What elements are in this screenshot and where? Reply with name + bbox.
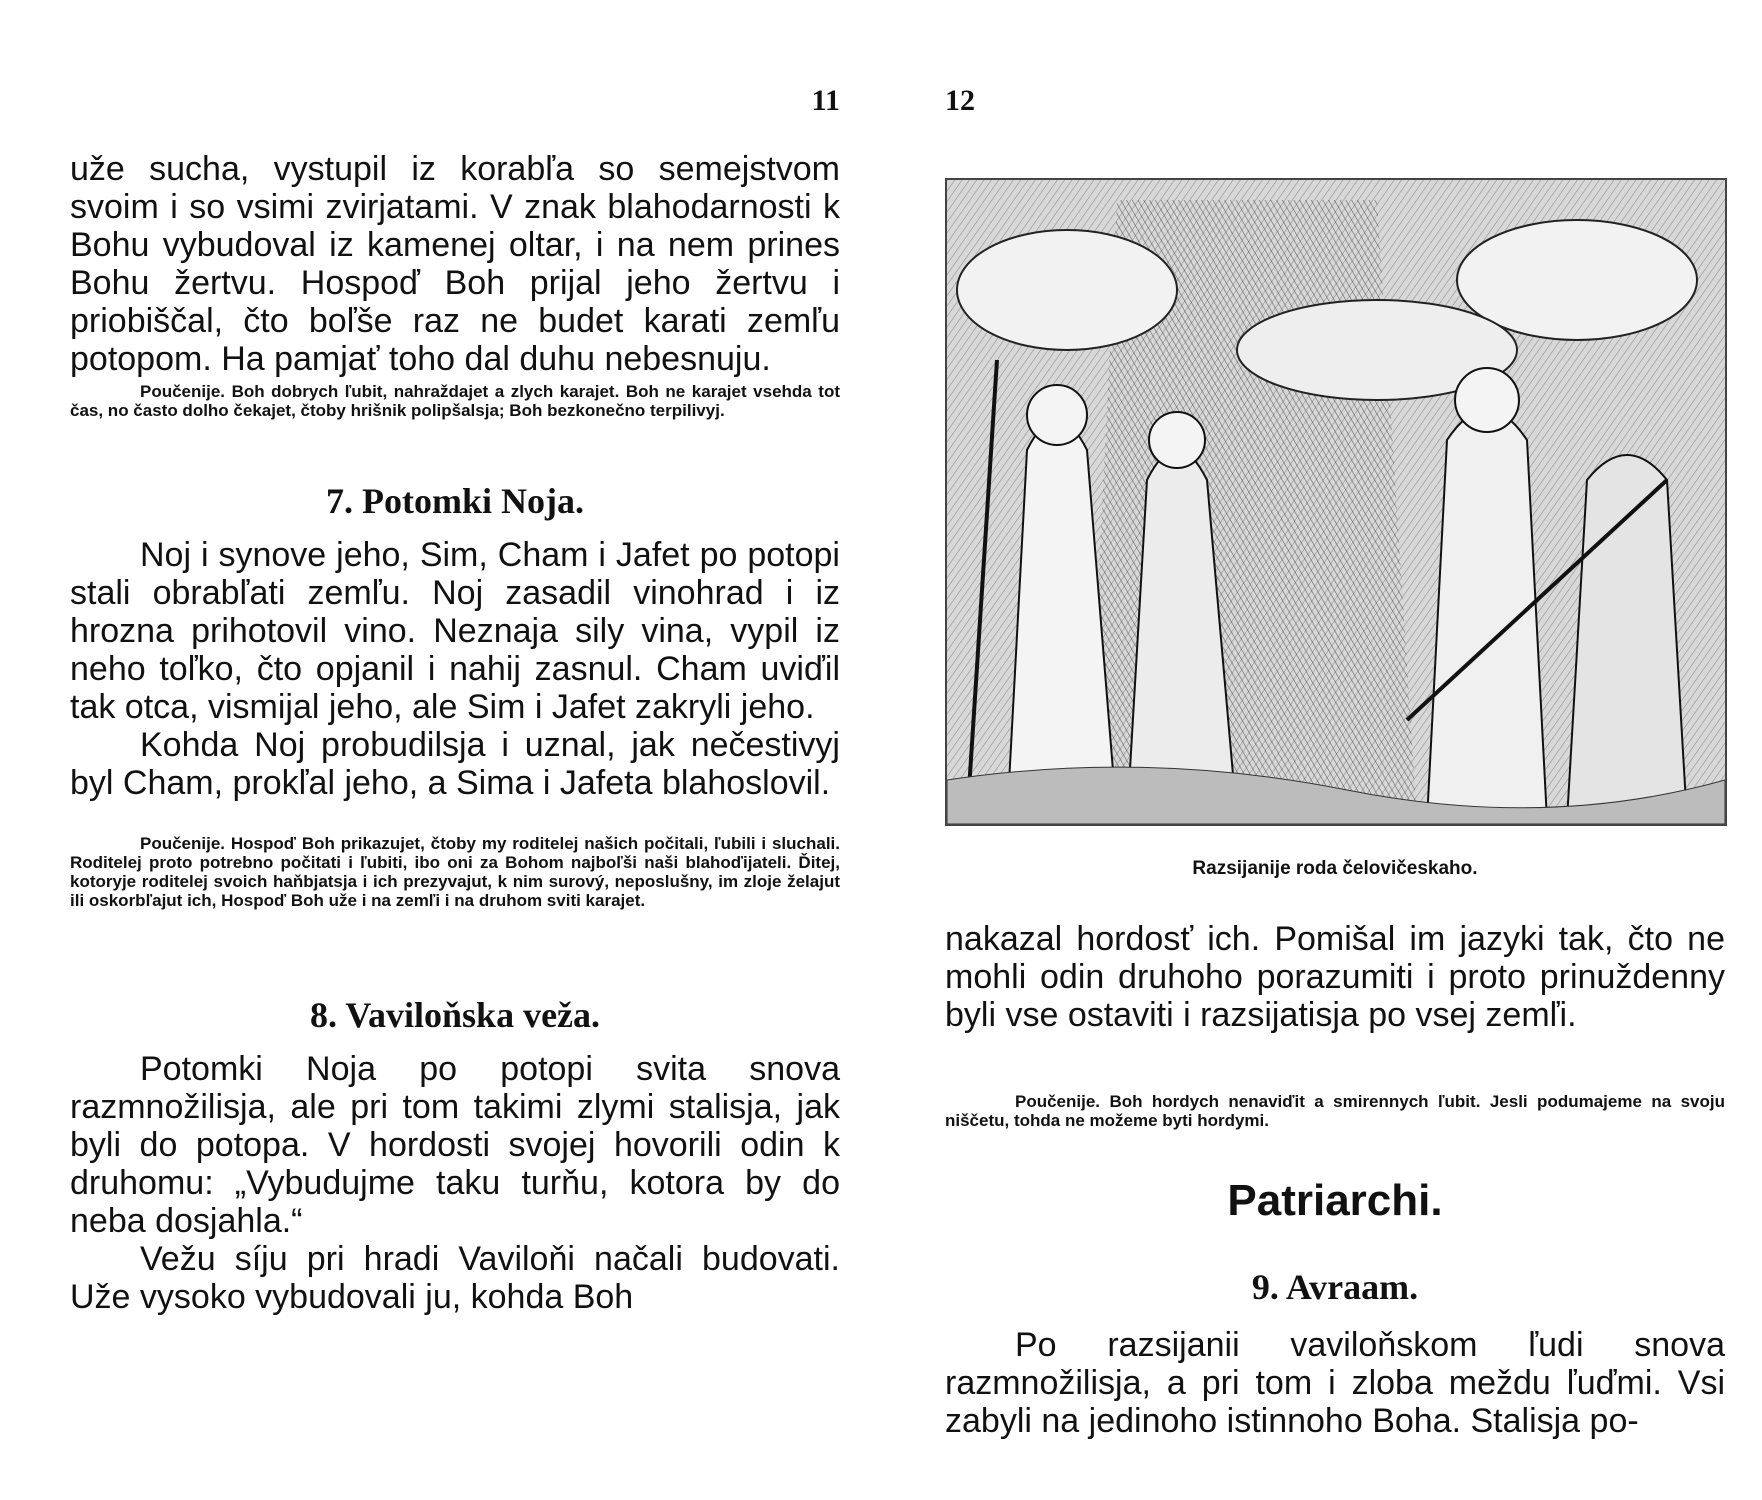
page-number: 11 xyxy=(811,84,840,117)
section-8-text xyxy=(70,1050,840,1316)
page-number: 12 xyxy=(945,84,975,117)
section-heading: 9. Avraam. xyxy=(1251,1267,1419,1307)
text-block xyxy=(70,150,840,378)
section-heading: 8. Vaviloňska veža. xyxy=(309,995,601,1035)
section-9-heading-block xyxy=(945,1266,1725,1308)
paragraph: Vežu síju pri hradi Vaviloňi načali budovati. Uže vysoko vybudovali ju, kohda Boh xyxy=(70,1240,840,1316)
section-7-heading-block xyxy=(70,480,840,522)
lesson-text: Hospoď Boh prikazujet, čtoby my roditelej našich počitali, ľubili i sluchali. Roditelej proto potrebno počitati i ľubiti, ibo oni za Bohom najboľši naši blahoďijateli. Ďitej, kotoryje roditelej svoich haňbjatsja i ich prezyvajut, k nim surový, neposlušny, im zloje želajut ili oskorbľajut ich, Hospoď Boh uže i na zemľi i na druhom sviti karajet. xyxy=(70,834,840,910)
caption-block xyxy=(945,858,1725,880)
part-heading-block xyxy=(945,1176,1725,1226)
lesson-note xyxy=(945,1092,1725,1130)
part-heading: Patriarchi. xyxy=(1227,1176,1443,1225)
lesson-block xyxy=(945,1092,1725,1130)
lesson-label: Poučenije. xyxy=(140,834,226,853)
illustration-caption: Razsijanije roda čelovičeskaho. xyxy=(1192,858,1478,879)
left-page xyxy=(70,0,840,1500)
paragraph: uže sucha, vystupil iz korabľa so semejstvom svoim i so vsimi zvirjatami. V znak blahodarnosti k Bohu vybudoval iz kamenej oltar, i na nem prines Bohu žertvu. Hospoď Boh prijal jeho žertvu i priobiščal, čto boľše raz ne budet karati zemľu potopom. Ha pamjať toho dal duhu nebesnuju. xyxy=(70,150,840,378)
lesson-label: Poučenije. xyxy=(1015,1092,1101,1111)
lesson-note xyxy=(70,382,840,420)
paragraph: nakazal hordosť ich. Pomišal im jazyki tak, čto ne mohli odin druhoho porazumiti i proto prinuždenny byli vse ostaviti i razsijatisja po vsej zemľi. xyxy=(945,920,1725,1034)
lesson-block xyxy=(70,834,840,910)
lesson-block xyxy=(70,382,840,420)
section-heading: 7. Potomki Noja. xyxy=(326,481,584,521)
lesson-note xyxy=(70,834,840,910)
paragraph: Kohda Noj probudilsja i uznal, jak nečestivyj byl Cham, prokľal jeho, a Sima i Jafeta blahoslovil. xyxy=(70,726,840,802)
section-7-text xyxy=(70,536,840,802)
section-9-text xyxy=(945,1326,1725,1440)
lesson-text: Boh hordych nenaviďit a smirennych ľubit. Jesli podumajeme na svoju niščetu, tohda ne možeme byti hordymi. xyxy=(945,1092,1725,1130)
engraving-illustration xyxy=(945,178,1727,826)
paragraph: Potomki Noja po potopi svita snova razmnožilisja, ale pri tom takimi zlymi stalisja, jak byli do potopa. V hordosti svojej hovorili odin k druhomu: „Vybudujme taku turňu, kotora by do neba dosjahla.“ xyxy=(70,1050,840,1240)
text-block xyxy=(945,920,1725,1034)
lesson-text: Boh dobrych ľubit, nahraždajet a zlych karajet. Boh ne karajet vsehda tot čas, no často dolho čekajet, čtoby hrišnik polipšalsja; Boh bezkonečno terpilivyj. xyxy=(70,382,840,420)
right-page xyxy=(945,0,1725,1500)
section-8-heading-block xyxy=(70,994,840,1036)
paragraph: Po razsijanii vaviloňskom ľudi snova razmnožilisja, a pri tom i zloba meždu ľuďmi. Vsi zabyli na jedinoho istinnoho Boha. Stalisja po- xyxy=(945,1326,1725,1440)
lesson-label: Poučenije. xyxy=(140,382,226,401)
paragraph: Noj i synove jeho, Sim, Cham i Jafet po potopi stali obrabľati zemľu. Noj zasadil vinohrad i iz hrozna prihotovil vino. Neznaja sily vina, vypil iz neho toľko, čto opjanil i nahij zasnul. Cham uviďil tak otca, vismijal jeho, ale Sim i Jafet zakryli jeho. xyxy=(70,536,840,726)
engraving-image xyxy=(947,180,1725,824)
